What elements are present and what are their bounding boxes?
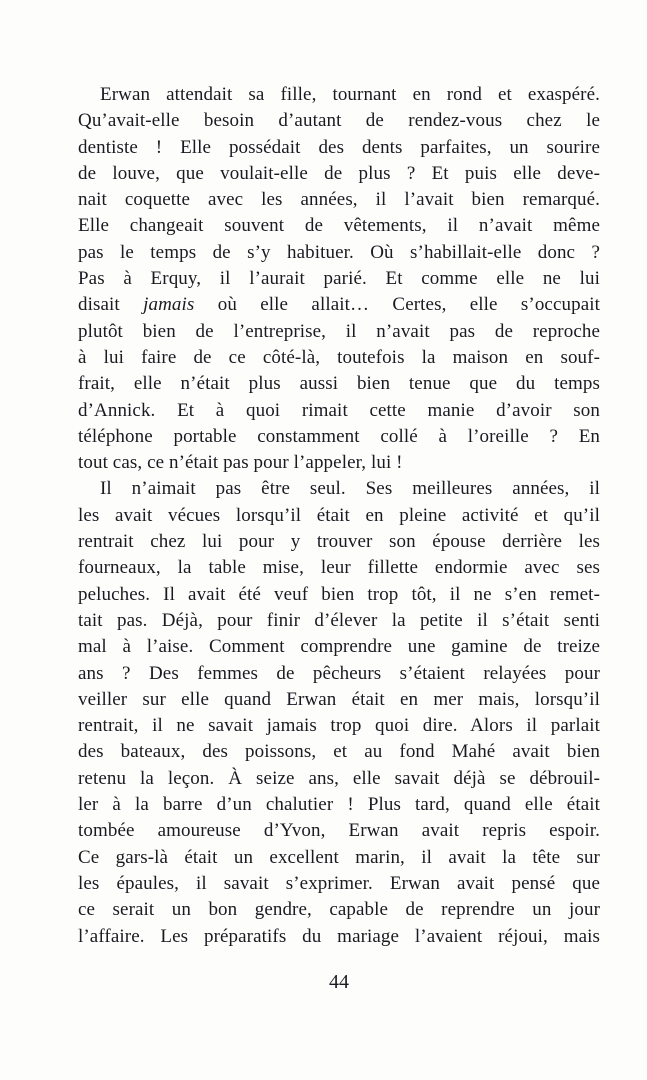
text-line: ler à la barre d’un chalutier ! Plus tard, quand elle était [78, 794, 600, 816]
text-line: Pas à Erquy, il l’aurait parié. Et comme elle ne lui [78, 268, 600, 290]
text-line: fourneaux, la table mise, leur fillette endormie avec ses [78, 557, 600, 579]
text-line: plutôt bien de l’entreprise, il n’avait pas de reproche [78, 320, 600, 342]
text-block [78, 82, 600, 994]
text-line: tout cas, ce n’était pas pour l’appeler, lui ! [78, 452, 403, 474]
text-line: rentrait chez lui pour y trouver son épouse derrière les [78, 531, 600, 553]
italic-text: jamais [143, 294, 195, 316]
text-line: frait, elle n’était plus aussi bien tenue que du temps [78, 373, 600, 395]
text-line: ans ? Des femmes de pêcheurs s’étaient relayées pour [78, 662, 600, 684]
text-line: les avait vécues lorsqu’il était en pleine activité et qu’il [78, 504, 600, 526]
text-line: à lui faire de ce côté-là, toutefois la maison en souf- [78, 346, 600, 368]
paragraph [78, 82, 600, 476]
text-line: ce serait un bon gendre, capable de reprendre un jour [78, 899, 600, 921]
text-line: Elle changeait souvent de vêtements, il n’avait même [78, 215, 600, 237]
text-line: Ce gars-là était un excellent marin, il avait la tête sur [78, 846, 600, 868]
text-line: veiller sur elle quand Erwan était en mer mais, lorsqu’il [78, 688, 600, 710]
text-line: tombée amoureuse d’Yvon, Erwan avait repris espoir. [78, 820, 600, 842]
text-line: d’Annick. Et à quoi rimait cette manie d’avoir son [78, 399, 600, 421]
text-line: téléphone portable constamment collé à l’oreille ? En [78, 425, 600, 447]
text-line: pas le temps de s’y habituer. Où s’habillait-elle donc ? [78, 241, 600, 263]
text-line: nait coquette avec les années, il l’avait bien remarqué. [78, 189, 600, 211]
text-line: les épaules, il savait s’exprimer. Erwan avait pensé que [78, 872, 600, 894]
text-line: Qu’avait-elle besoin d’autant de rendez-vous chez le [78, 110, 600, 132]
text-line: mal à l’aise. Comment comprendre une gamine de treize [78, 636, 600, 658]
text-line: l’affaire. Les préparatifs du mariage l’avaient réjoui, mais [78, 925, 600, 947]
text-line: des bateaux, des poissons, et au fond Mahé avait bien [78, 741, 600, 763]
text-line: Il n’aimait pas être seul. Ses meilleures années, il [100, 478, 600, 500]
text-line: de louve, que voulait-elle de plus ? Et puis elle deve- [78, 162, 600, 184]
text-line: rentrait, il ne savait jamais trop quoi dire. Alors il parlait [78, 715, 600, 737]
text-line: disait jamais où elle allait… Certes, elle s’occupait [78, 294, 600, 316]
text-line: dentiste ! Elle possédait des dents parfaites, un sourire [78, 136, 600, 158]
text-line: tait pas. Déjà, pour finir d’élever la petite il s’était senti [78, 609, 600, 631]
text-line: Erwan attendait sa fille, tournant en rond et exaspéré. [100, 84, 600, 105]
text-line: peluches. Il avait été veuf bien trop tôt, il ne s’en remet- [78, 583, 600, 605]
text-line: retenu la leçon. À seize ans, elle savait déjà se débrouil- [78, 767, 600, 789]
page-number: 44 [329, 970, 349, 993]
paragraph [78, 476, 600, 949]
